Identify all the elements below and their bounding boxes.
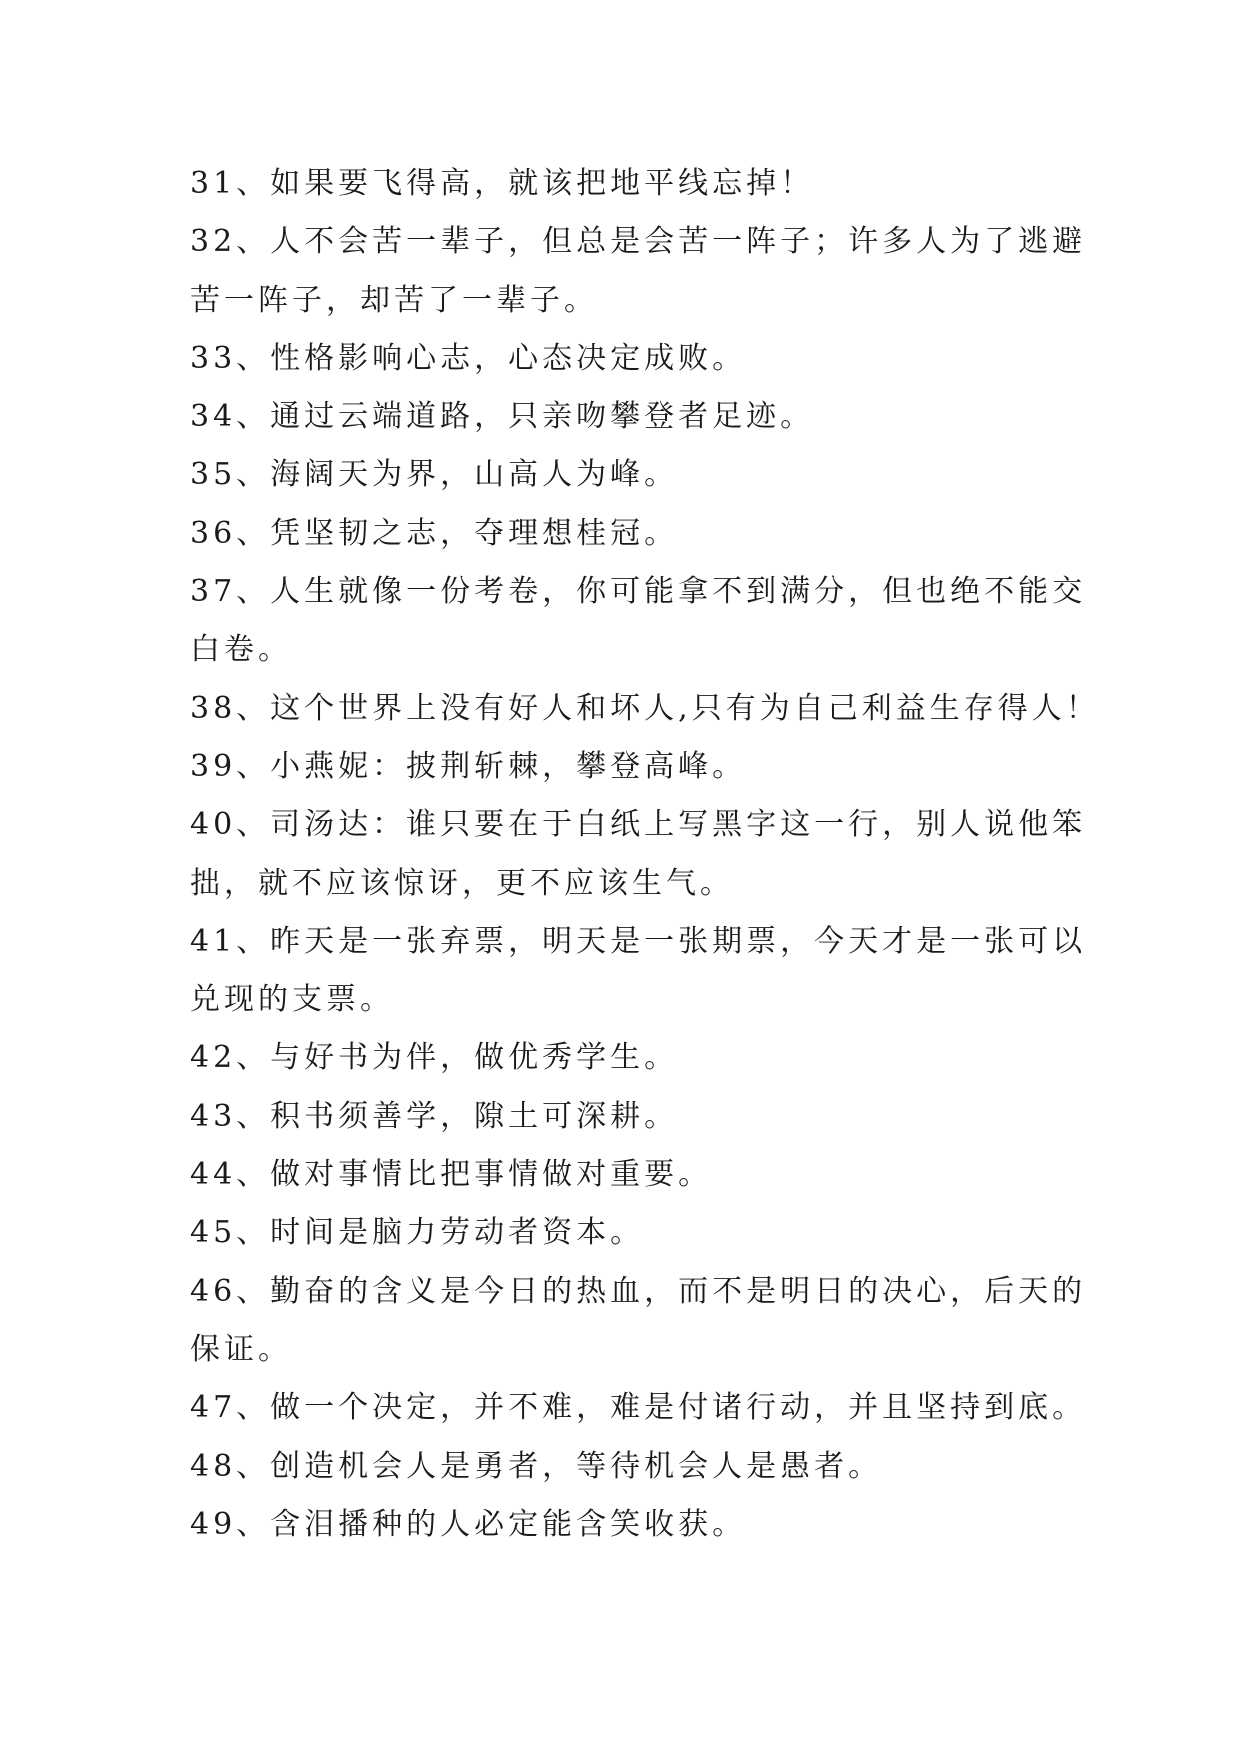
text-line: 47、做一个决定，并不难，难是付诸行动，并且坚持到底。 <box>190 1390 1087 1426</box>
text-line: 兑现的支票。 <box>190 982 394 1018</box>
text-line: 保证。 <box>190 1331 292 1367</box>
text-line: 40、司汤达：谁只要在于白纸上写黑字这一行，别人说他笨 <box>190 807 1087 843</box>
text-line: 46、勤奋的含义是今日的热血，而不是明日的决心，后天的 <box>190 1273 1087 1309</box>
text-line: 39、小燕妮：披荆斩棘，攀登高峰。 <box>190 748 747 784</box>
text-line: 33、性格影响心志，心态决定成败。 <box>190 340 747 376</box>
text-line: 37、人生就像一份考卷，你可能拿不到满分，但也绝不能交 <box>190 574 1087 610</box>
text-line: 36、凭坚韧之志，夺理想桂冠。 <box>190 515 679 551</box>
text-line: 苦一阵子，却苦了一辈子。 <box>190 282 598 318</box>
text-line: 43、积书须善学，隙土可深耕。 <box>190 1098 679 1134</box>
text-line: 32、人不会苦一辈子，但总是会苦一阵子；许多人为了逃避 <box>190 224 1087 260</box>
text-line: 38、这个世界上没有好人和坏人,只有为自己利益生存得人！ <box>190 690 1100 726</box>
text-line: 42、与好书为伴，做优秀学生。 <box>190 1040 679 1076</box>
text-line: 45、时间是脑力劳动者资本。 <box>190 1215 645 1251</box>
text-line: 31、如果要飞得高，就该把地平线忘掉！ <box>190 166 815 201</box>
text-line: 48、创造机会人是勇者，等待机会人是愚者。 <box>190 1448 883 1484</box>
text-line: 白卷。 <box>190 632 292 668</box>
text-line: 拙，就不应该惊讶，更不应该生气。 <box>190 865 734 901</box>
text-line: 49、含泪播种的人必定能含笑收获。 <box>190 1506 747 1542</box>
text-line: 41、昨天是一张弃票，明天是一张期票，今天才是一张可以 <box>190 923 1087 959</box>
text-line: 35、海阔天为界，山高人为峰。 <box>190 457 679 493</box>
text-line: 44、做对事情比把事情做对重要。 <box>190 1157 713 1193</box>
text-line: 34、通过云端道路，只亲吻攀登者足迹。 <box>190 399 815 435</box>
document-body <box>190 155 1100 1554</box>
